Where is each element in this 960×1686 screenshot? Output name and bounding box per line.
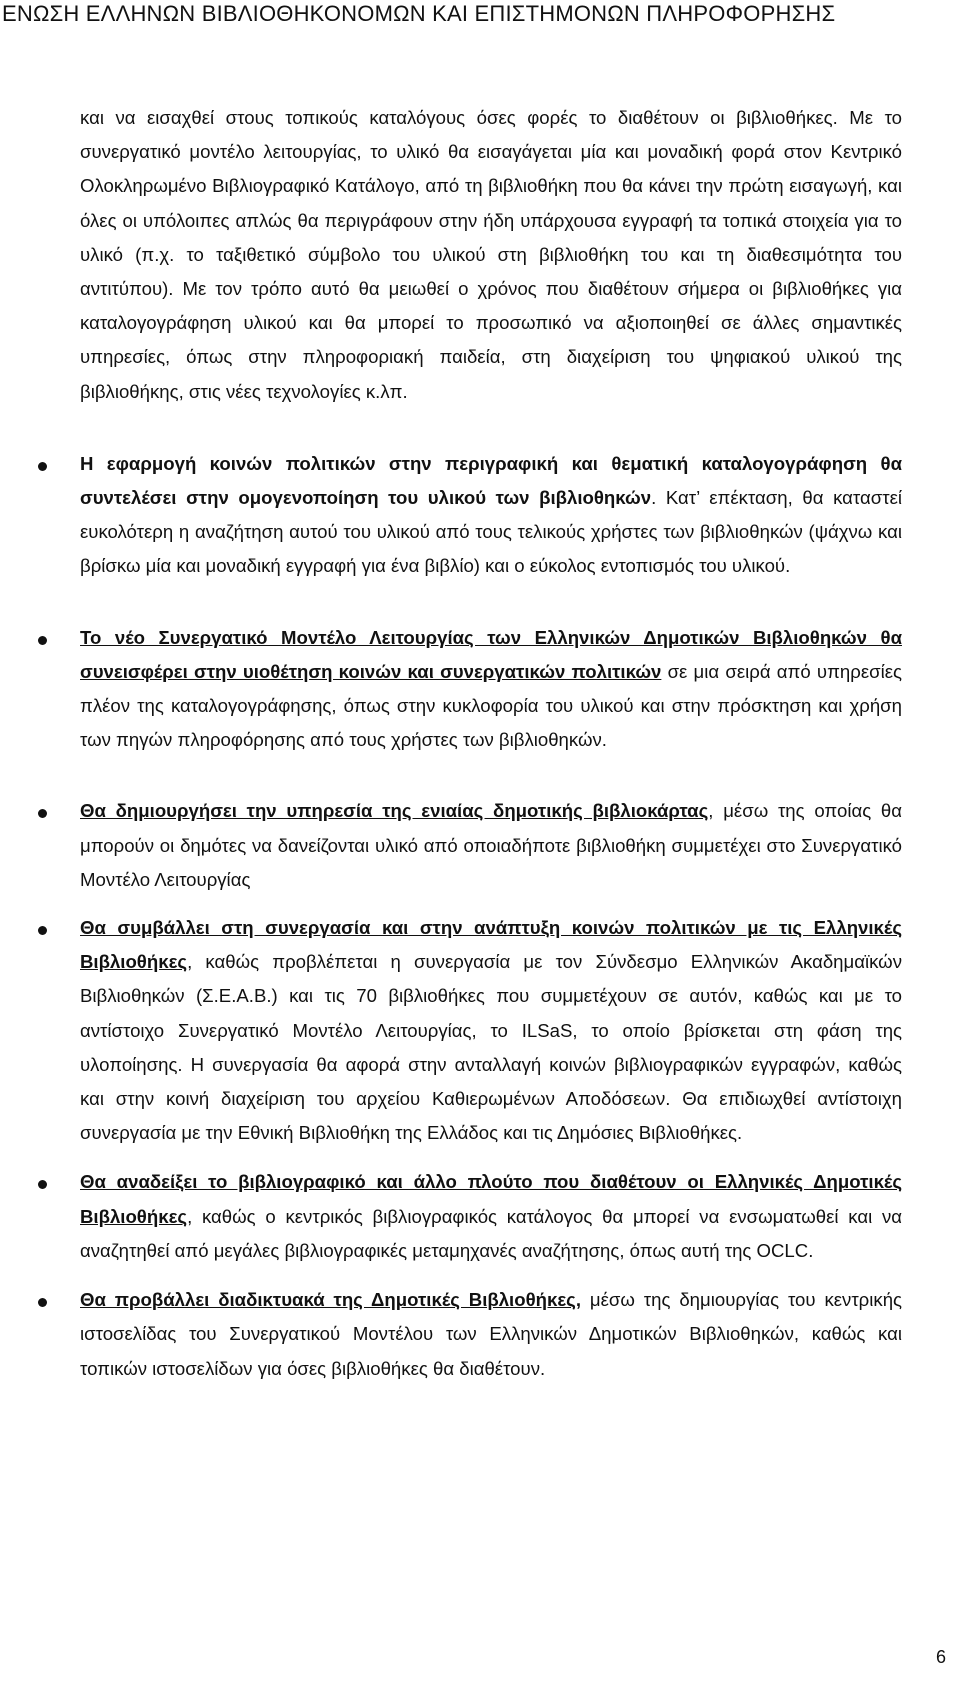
bullet-lead-text: Η εφαρμογή κοινών πολιτικών στην περιγραφική και θεματική καταλογογράφηση θα συντελέσει στην ομογενοποίηση του υλικού των βιβλιοθηκών (80, 452, 902, 509)
list-item (80, 911, 902, 1150)
document-body (80, 101, 902, 1386)
list-item (80, 447, 902, 584)
bullet-body-text: , καθώς προβλέπεται η συνεργασία με τον Σύνδεσμο Ελληνικών Ακαδημαϊκών Βιβλιοθηκών (Σ.Ε.Α.Β.) και τις 70 βιβλιοθήκες που συμμετέχουν σε αυτόν, καθώς και με το αντίστοιχο Συνεργατικό Μοντέλο Λειτουργίας, το ILSaS, το οποίο βρίσκεται στη φάση της υλοποίησης. Η συνεργασία θα αφορά στην ανταλλαγή κοινών βιβλιογραφικών εγγραφών, καθώς και στην κοινή διαχείριση του αρχείου Καθιερωμένων Αποδόσεων. Θα επιδιωχθεί αντίστοιχη συνεργασία με την Εθνική Βιβλιοθήκη της Ελλάδος και τις Δημόσιες Βιβλιοθήκες. (80, 951, 902, 1144)
bullet-lead-text: Θα προβάλλει διαδικτυακά της Δημοτικές Βιβλιοθήκες, (80, 1289, 582, 1311)
list-item (80, 1165, 902, 1268)
bullet-icon (38, 1180, 47, 1189)
bullet-body-text: , μέσω της οποίας θα μπορούν οι δημότες να δανείζονται υλικό από οποιαδήποτε βιβλιοθήκη συμμετέχει στο Συνεργατικό Μοντέλο Λειτουργίας (80, 800, 903, 890)
bullet-body-text: σε μια σειρά από υπηρεσίες πλέον της καταλογογράφησης, όπως στην κυκλοφορία του υλικού και στην πρόσκτηση και χρήση των πηγών πληροφόρησης από τους χρήστες των βιβλιοθηκών. (80, 660, 902, 751)
bullet-icon (38, 636, 47, 645)
bullet-body-text: , καθώς ο κεντρικός βιβλιογραφικός κατάλογος θα μπορεί να ενσωματωθεί και να αναζητηθεί από μεγάλες βιβλιογραφικές μεταμηχανές αναζήτησης, όπως αυτή της OCLC. (80, 1205, 902, 1261)
page-number: 6 (935, 1647, 946, 1667)
bullet-icon (38, 926, 47, 935)
running-header: ΕΝΩΣΗ ΕΛΛΗΝΩΝ ΒΙΒΛΙΟΘΗΚΟΝΟΜΩΝ ΚΑΙ ΕΠΙΣΤΗΜΟΝΩΝ ΠΛΗΡΟΦΟΡΗΣΗΣ (2, 1, 836, 26)
bullet-icon (38, 809, 47, 818)
list-item (80, 621, 902, 758)
list-item (80, 794, 902, 897)
list-item (80, 1283, 902, 1386)
bullet-icon (38, 462, 47, 471)
bullet-list (80, 447, 902, 1386)
bullet-icon (38, 1298, 47, 1307)
intro-paragraph: και να εισαχθεί στους τοπικούς καταλόγους όσες φορές το διαθέτουν οι βιβλιοθήκες. Με το συνεργατικό μοντέλο λειτουργίας, το υλικό θα εισαγάγεται μία και μοναδική φορά στον Κεντρικό Ολοκληρωμένο Βιβλιογραφικό Κατάλογο, από τη βιβλιοθήκη που θα κάνει την πρώτη εισαγωγή, και όλες οι υπόλοιπες απλώς θα περιγράφουν στην ήδη υπάρχουσα εγγραφή τα τοπικά στοιχεία για το υλικό (π.χ. το ταξιθετικό σύμβολο του υλικού στη βιβλιοθήκη του και τη διαθεσιμότητα του αντιτύπου). Με τον τρόπο αυτό θα μειωθεί ο χρόνος που διαθέτουν σήμερα οι βιβλιοθήκες για καταλογογράφηση υλικού και θα μπορεί το προσωπικό να αξιοποιηθεί σε άλλες σημαντικές υπηρεσίες, όπως στην πληροφοριακή παιδεία, στη διαχείριση του ψηφιακού υλικού της βιβλιοθήκης, στις νέες τεχνολογίες κ.λπ. (80, 107, 902, 402)
bullet-lead-text: Το νέο Συνεργατικό Μοντέλο Λειτουργίας των Ελληνικών Δημοτικών Βιβλιοθηκών θα συνεισφέρει στην υιοθέτηση κοινών και συνεργατικών πολιτικών (80, 626, 902, 682)
bullet-lead-text: Θα δημιουργήσει την υπηρεσία της ενιαίας δημοτικής βιβλιοκάρτας (80, 800, 709, 822)
bullet-body-text: μέσω της δημιουργίας του κεντρικής ιστοσελίδας του Συνεργατικού Μοντέλου των Ελληνικών Δημοτικών Βιβλιοθηκών, καθώς και τοπικών ιστοσελίδων για όσες βιβλιοθήκες θα διαθέτουν. (80, 1289, 902, 1379)
bullet-lead-text: Θα συμβάλλει στη συνεργασία και στην ανάπτυξη κοινών πολιτικών με τις Ελληνικές Βιβλιοθήκες (80, 917, 902, 973)
bullet-body-text: . Κατ’ επέκταση, θα καταστεί ευκολότερη η αναζήτηση αυτού του υλικού από τους τελικούς χρήστες των βιβλιοθηκών (ψάχνω και βρίσκω μία και μοναδική εγγραφή για ένα βιβλίο) και ο εύκολος εντοπισμός του υλικού. (80, 487, 902, 577)
bullet-lead-text: Θα αναδείξει το βιβλιογραφικό και άλλο πλούτο που διαθέτουν οι Ελληνικές Δημοτικές Βιβλιοθήκες (80, 1171, 902, 1227)
